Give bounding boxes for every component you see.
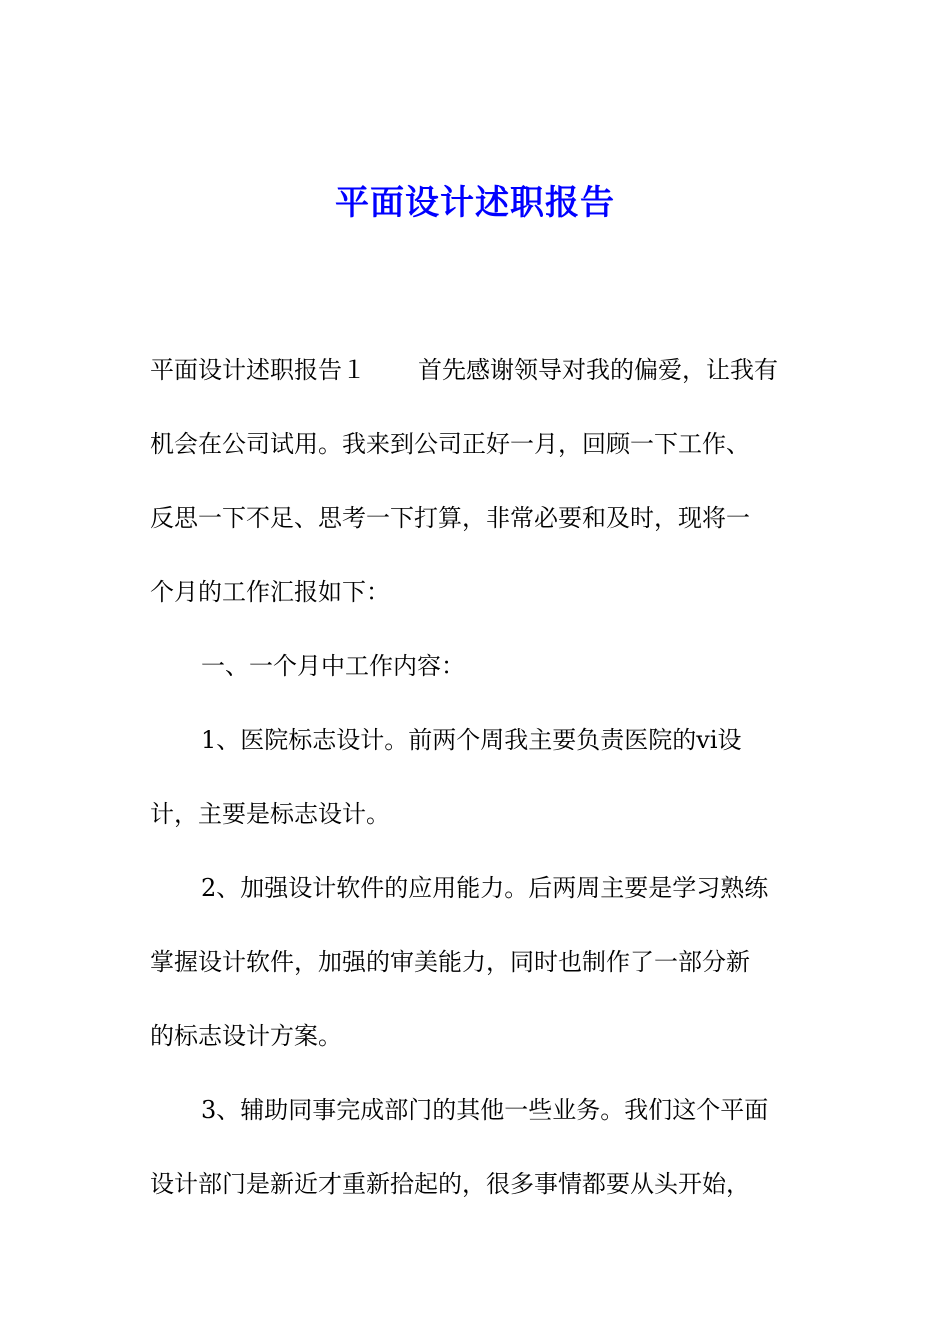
paragraph-line: 1、医院标志设计。前两个周我主要负责医院的vi设 <box>201 726 742 754</box>
paragraph-line: 机会在公司试用。我来到公司正好一月，回顾一下工作、 <box>150 430 750 458</box>
paragraph-line: 3、辅助同事完成部门的其他一些业务。我们这个平面 <box>201 1096 769 1124</box>
paragraph-line: 2、加强设计软件的应用能力。后两周主要是学习熟练 <box>201 874 769 902</box>
section-heading: 平面设计述职报告１ <box>150 356 366 384</box>
paragraph-text: 首先感谢领导对我的偏爱，让我有 <box>418 356 778 384</box>
paragraph-line: 反思一下不足、思考一下打算，非常必要和及时，现将一 <box>150 504 750 532</box>
paragraph-line: 计，主要是标志设计。 <box>150 800 390 828</box>
paragraph-line <box>150 333 806 407</box>
paragraph-line: 一、一个月中工作内容： <box>201 652 465 680</box>
document-body <box>150 333 806 1221</box>
paragraph-line: 的标志设计方案。 <box>150 1022 342 1050</box>
paragraph-line: 掌握设计软件，加强的审美能力，同时也制作了一部分新 <box>150 948 750 976</box>
document-title: 平面设计述职报告 <box>335 183 615 223</box>
paragraph-line: 个月的工作汇报如下： <box>150 578 390 606</box>
paragraph-line: 设计部门是新近才重新拾起的，很多事情都要从头开始， <box>150 1170 750 1198</box>
